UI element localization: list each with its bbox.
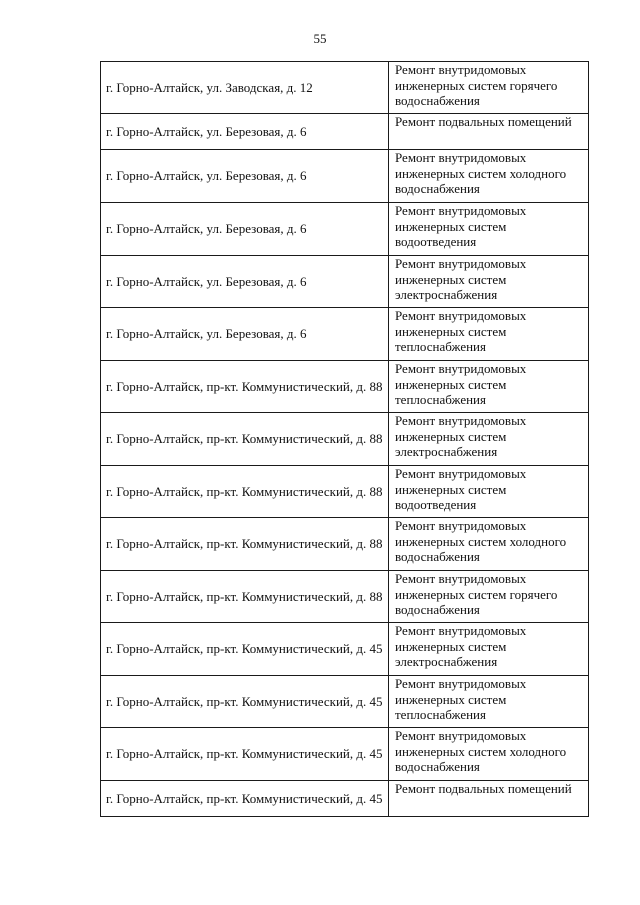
address-cell: г. Горно-Алтайск, ул. Березовая, д. 6 xyxy=(101,203,389,256)
work-type-cell: Ремонт внутридомовых инженерных систем холодного водоснабжения xyxy=(389,518,589,571)
work-type-cell: Ремонт внутридомовых инженерных систем теплоснабжения xyxy=(389,361,589,413)
work-type-cell: Ремонт внутридомовых инженерных систем электроснабжения xyxy=(389,256,589,308)
address-cell: г. Горно-Алтайск, пр-кт. Коммунистический, д. 45 xyxy=(101,676,389,728)
address-cell: г. Горно-Алтайск, пр-кт. Коммунистический, д. 45 xyxy=(101,623,389,676)
work-type-cell: Ремонт подвальных помещений xyxy=(389,114,589,150)
address-cell: г. Горно-Алтайск, ул. Березовая, д. 6 xyxy=(101,150,389,203)
table-row xyxy=(101,466,589,518)
table-row xyxy=(101,518,589,571)
address-cell: г. Горно-Алтайск, пр-кт. Коммунистический, д. 88 xyxy=(101,518,389,571)
work-type-cell: Ремонт внутридомовых инженерных систем электроснабжения xyxy=(389,413,589,466)
address-cell: г. Горно-Алтайск, ул. Березовая, д. 6 xyxy=(101,114,389,150)
page-number: 55 xyxy=(313,31,327,46)
table-row xyxy=(101,361,589,413)
table-row xyxy=(101,150,589,203)
work-type-cell: Ремонт внутридомовых инженерных систем водоотведения xyxy=(389,203,589,256)
work-type-cell: Ремонт внутридомовых инженерных систем теплоснабжения xyxy=(389,676,589,728)
table-row xyxy=(101,676,589,728)
table-row xyxy=(101,308,589,361)
table-row xyxy=(101,114,589,150)
work-type-cell: Ремонт внутридомовых инженерных систем горячего водоснабжения xyxy=(389,62,589,114)
table-row xyxy=(101,781,589,817)
work-type-cell: Ремонт внутридомовых инженерных систем водоотведения xyxy=(389,466,589,518)
work-type-cell: Ремонт внутридомовых инженерных систем горячего водоснабжения xyxy=(389,571,589,623)
table-row xyxy=(101,728,589,781)
work-type-cell: Ремонт внутридомовых инженерных систем теплоснабжения xyxy=(389,308,589,361)
address-cell: г. Горно-Алтайск, ул. Березовая, д. 6 xyxy=(101,256,389,308)
table-row xyxy=(101,203,589,256)
address-cell: г. Горно-Алтайск, пр-кт. Коммунистический, д. 45 xyxy=(101,728,389,781)
repair-works-table xyxy=(100,61,589,817)
work-type-cell: Ремонт внутридомовых инженерных систем электроснабжения xyxy=(389,623,589,676)
table-row xyxy=(101,571,589,623)
work-type-cell: Ремонт внутридомовых инженерных систем холодного водоснабжения xyxy=(389,728,589,781)
address-cell: г. Горно-Алтайск, пр-кт. Коммунистический, д. 88 xyxy=(101,361,389,413)
work-type-cell: Ремонт внутридомовых инженерных систем холодного водоснабжения xyxy=(389,150,589,203)
work-type-cell: Ремонт подвальных помещений xyxy=(389,781,589,817)
address-cell: г. Горно-Алтайск, ул. Березовая, д. 6 xyxy=(101,308,389,361)
address-cell: г. Горно-Алтайск, пр-кт. Коммунистический, д. 88 xyxy=(101,571,389,623)
table-row xyxy=(101,62,589,114)
address-cell: г. Горно-Алтайск, пр-кт. Коммунистический, д. 88 xyxy=(101,466,389,518)
address-cell: г. Горно-Алтайск, пр-кт. Коммунистический, д. 88 xyxy=(101,413,389,466)
address-cell: г. Горно-Алтайск, пр-кт. Коммунистический, д. 45 xyxy=(101,781,389,817)
table-row xyxy=(101,256,589,308)
table-row xyxy=(101,623,589,676)
table-body xyxy=(101,62,589,817)
table-row xyxy=(101,413,589,466)
address-cell: г. Горно-Алтайск, ул. Заводская, д. 12 xyxy=(101,62,389,114)
